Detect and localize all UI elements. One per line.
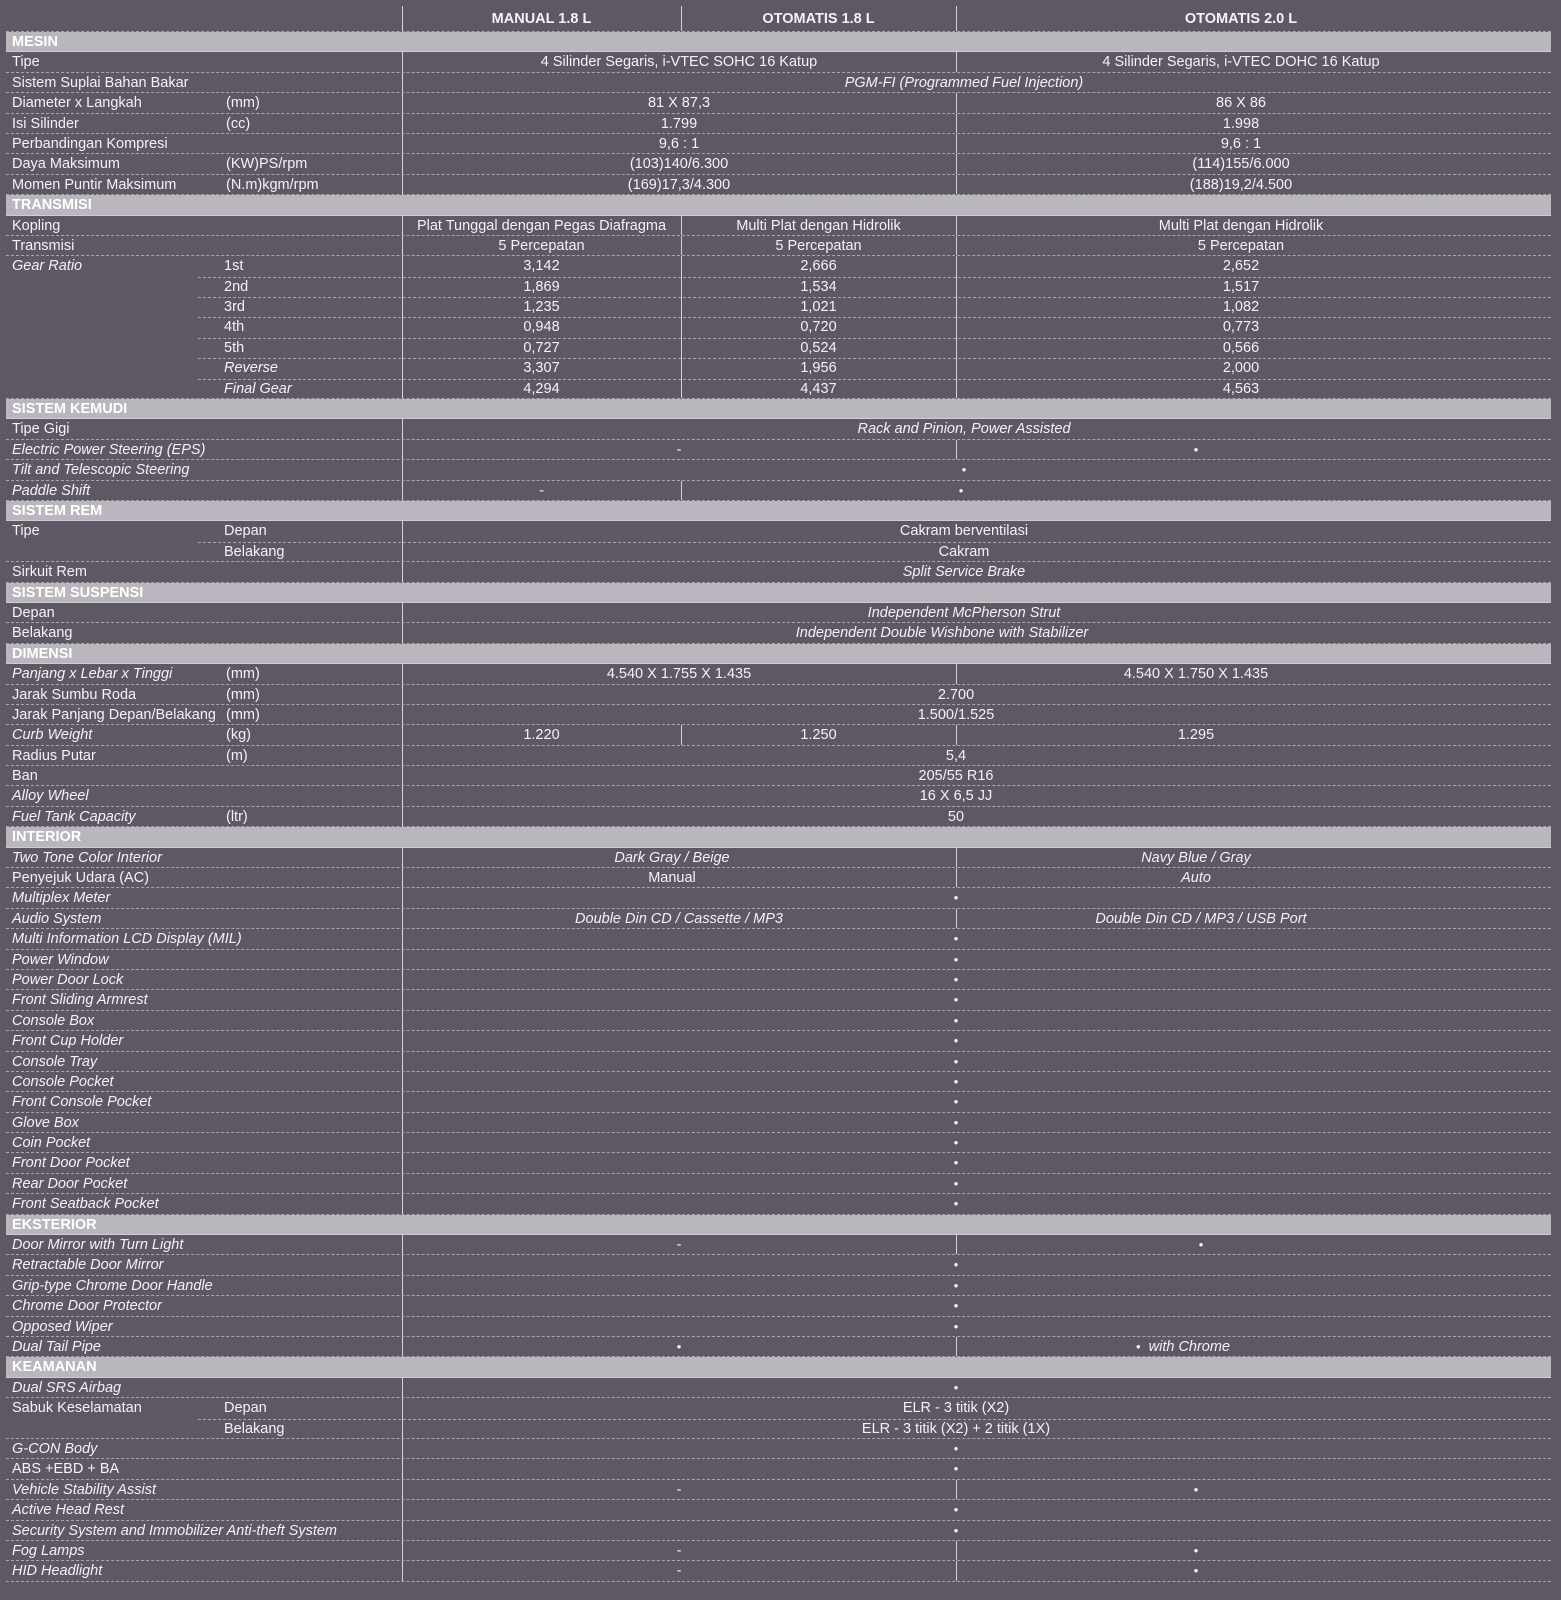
spec-row	[6, 623, 1551, 643]
spec-label: Penyejuk Udara (AC)	[12, 870, 149, 887]
not-available-dash: -	[676, 1237, 682, 1254]
spec-value: 1,869	[523, 278, 560, 295]
available-dot-icon: •	[1198, 1237, 1204, 1253]
not-available-dash: -	[539, 482, 544, 499]
section-kemudi	[6, 399, 1551, 419]
section-title: DIMENSI	[12, 645, 73, 662]
spec-label: Front Seatback Pocket	[12, 1196, 159, 1213]
spec-label: Alloy Wheel	[12, 788, 89, 805]
feature-row	[6, 1113, 1551, 1133]
available-dot-icon: •	[953, 951, 959, 967]
spec-label: Jarak Sumbu Roda	[12, 686, 137, 703]
spec-label: Perbandingan Kompresi	[12, 135, 168, 152]
section-mesin	[6, 32, 1551, 52]
spec-label: G-CON Body	[12, 1440, 98, 1457]
spec-unit: (KW)PS/rpm	[226, 156, 308, 173]
column-otomatis-18: OTOMATIS 1.8 L	[762, 11, 875, 27]
spec-value: Dark Gray / Beige	[614, 849, 730, 866]
spec-label: Two Tone Color Interior	[12, 849, 162, 866]
gear-row	[6, 338, 1551, 358]
spec-row	[6, 521, 1551, 541]
feature-row	[6, 1296, 1551, 1316]
spec-row	[6, 562, 1551, 582]
available-dot-icon: •	[1193, 441, 1199, 457]
spec-row	[6, 888, 1551, 908]
feature-row	[6, 1521, 1551, 1541]
gear-row	[6, 256, 1551, 276]
spec-row	[6, 909, 1551, 929]
spec-label: Console Pocket	[12, 1073, 114, 1090]
spec-value: 2.700	[937, 686, 975, 703]
spec-row	[6, 419, 1551, 439]
spec-row	[6, 175, 1551, 195]
spec-value: 9,6 : 1	[658, 135, 700, 152]
spec-row	[6, 1419, 1551, 1439]
feature-row	[6, 1194, 1551, 1214]
column-otomatis-20: OTOMATIS 2.0 L	[1184, 11, 1298, 27]
spec-value: Independent Double Wishbone with Stabilizer	[795, 625, 1089, 642]
feature-row	[6, 929, 1551, 949]
available-dot-icon: •	[953, 1094, 959, 1110]
section-suspensi	[6, 583, 1551, 603]
available-dot-icon: •	[1136, 1339, 1141, 1354]
section-eksterior	[6, 1215, 1551, 1235]
spec-label: Console Box	[12, 1012, 95, 1029]
spec-label: Paddle Shift	[12, 482, 91, 499]
spec-value: Multi Plat dengan Hidrolik	[736, 217, 901, 234]
spec-label: Security System and Immobilizer Anti-theft System	[12, 1522, 338, 1539]
section-title: EKSTERIOR	[12, 1216, 97, 1233]
available-dot-icon: •	[953, 1440, 959, 1456]
spec-label: Multiplex Meter	[12, 890, 111, 907]
feature-row	[6, 1378, 1551, 1398]
spec-label: Panjang x Lebar x Tinggi	[12, 666, 173, 683]
spec-row	[6, 868, 1551, 888]
spec-row	[6, 440, 1551, 460]
spec-label: Glove Box	[12, 1114, 79, 1131]
available-dot-icon: •	[953, 992, 959, 1008]
spec-value: 4,563	[1222, 380, 1260, 397]
spec-label: Audio System	[12, 910, 102, 927]
spec-value: 0,720	[800, 319, 837, 336]
spec-value: Auto	[1181, 870, 1211, 887]
spec-row	[6, 664, 1551, 684]
section-rem	[6, 501, 1551, 521]
available-dot-icon: •	[953, 971, 959, 987]
available-dot-icon: •	[953, 890, 959, 906]
gear-name: 3rd	[224, 299, 245, 316]
spec-label: Front Door Pocket	[12, 1155, 130, 1172]
feature-row	[6, 1052, 1551, 1072]
spec-label: Sistem Suplai Bahan Bakar	[12, 74, 189, 91]
spec-label: Front Cup Holder	[12, 1033, 124, 1050]
spec-unit: (mm)	[226, 686, 260, 703]
feature-row	[6, 1480, 1551, 1500]
feature-row	[6, 1174, 1551, 1194]
spec-label: Coin Pocket	[12, 1135, 91, 1152]
feature-row	[6, 990, 1551, 1010]
section-interior	[6, 827, 1551, 847]
available-dot-icon: •	[953, 1257, 959, 1273]
feature-row	[6, 1011, 1551, 1031]
spec-value: 0,524	[800, 339, 837, 356]
available-dot-icon: •	[953, 1053, 959, 1069]
spec-value: 1.998	[1222, 115, 1260, 132]
spec-row	[6, 766, 1551, 786]
not-available-dash: -	[676, 441, 682, 458]
spec-label: Door Mirror with Turn Light	[12, 1237, 184, 1254]
spec-label: Multi Information LCD Display (MIL)	[12, 931, 242, 948]
spec-unit: (mm)	[226, 706, 260, 723]
spec-value: Double Din CD / Cassette / MP3	[575, 910, 783, 927]
spec-label: Ban	[12, 768, 38, 785]
gear-name: 1st	[224, 258, 244, 275]
section-title: TRANSMISI	[12, 197, 92, 214]
feature-row	[6, 1153, 1551, 1173]
spec-sheet	[6, 6, 1551, 1582]
spec-value: Cakram berventilasi	[899, 523, 1029, 540]
spec-label: Transmisi	[12, 237, 75, 254]
spec-row	[6, 746, 1551, 766]
spec-label: Front Console Pocket	[12, 1094, 152, 1111]
section-title: MESIN	[12, 34, 58, 50]
spec-value: 1.220	[523, 727, 560, 744]
gear-name: 4th	[224, 319, 245, 336]
feature-row	[6, 1500, 1551, 1520]
spec-label: Opposed Wiper	[12, 1318, 113, 1335]
feature-row	[6, 1439, 1551, 1459]
spec-row	[6, 705, 1551, 725]
spec-row	[6, 134, 1551, 154]
gear-name: 2nd	[224, 278, 249, 295]
spec-value: 1.500/1.525	[917, 706, 995, 723]
spec-value: Double Din CD / MP3 / USB Port	[1095, 910, 1307, 927]
not-available-dash: -	[676, 1542, 682, 1559]
available-dot-icon: •	[961, 462, 967, 478]
spec-row	[6, 725, 1551, 745]
feature-row	[6, 1072, 1551, 1092]
column-header-row	[6, 6, 1551, 32]
spec-label: Fuel Tank Capacity	[12, 808, 136, 825]
spec-sublabel: Belakang	[224, 543, 285, 560]
section-title: SISTEM REM	[12, 502, 103, 519]
spec-label: Isi Silinder	[12, 115, 79, 132]
spec-label: Fog Lamps	[12, 1542, 85, 1559]
spec-value: 5,4	[945, 747, 967, 764]
spec-label: Depan	[12, 604, 55, 621]
spec-value: Cakram	[938, 543, 990, 560]
feature-row	[6, 1255, 1551, 1275]
available-dot-icon: •	[953, 1379, 959, 1395]
spec-value: 50	[947, 808, 965, 825]
gear-row	[6, 277, 1551, 297]
spec-label: Retractable Door Mirror	[12, 1257, 164, 1274]
spec-label: Chrome Door Protector	[12, 1298, 162, 1315]
available-dot-icon: •	[953, 1298, 959, 1314]
spec-row	[6, 73, 1551, 93]
spec-unit: (kg)	[226, 727, 251, 744]
gear-name: Final Gear	[224, 380, 292, 397]
spec-label: Momen Puntir Maksimum	[12, 176, 177, 193]
available-dot-icon: •	[953, 1033, 959, 1049]
spec-value: 4 Silinder Segaris, i-VTEC SOHC 16 Katup	[540, 54, 818, 71]
spec-row	[6, 542, 1551, 562]
spec-label: Power Window	[12, 951, 109, 968]
feature-row	[6, 1459, 1551, 1479]
available-dot-icon: •	[953, 1522, 959, 1538]
spec-label: Electric Power Steering (EPS)	[12, 441, 206, 458]
available-dot-icon: •	[953, 1114, 959, 1130]
spec-value: 81 X 87,3	[647, 95, 711, 112]
spec-value: 4.540 X 1.755 X 1.435	[606, 666, 752, 683]
spec-sublabel: Depan	[224, 523, 267, 540]
available-dot-icon: •	[1193, 1563, 1199, 1579]
not-available-dash: -	[676, 1563, 682, 1580]
spec-label: Belakang	[12, 625, 73, 642]
spec-value: 5 Percepatan	[498, 237, 585, 254]
feature-row	[6, 1235, 1551, 1255]
spec-label: Power Door Lock	[12, 971, 124, 988]
spec-label: Tipe	[12, 54, 40, 71]
spec-value: 0,566	[1222, 339, 1260, 356]
spec-value: 4,437	[800, 380, 837, 397]
spec-value: 4 Silinder Segaris, i-VTEC DOHC 16 Katup	[1102, 54, 1380, 71]
available-dot-icon: •	[953, 1012, 959, 1028]
spec-value: 2,666	[800, 258, 837, 275]
available-dot-icon: •	[953, 1318, 959, 1334]
feature-row	[6, 1133, 1551, 1153]
feature-row	[6, 1092, 1551, 1112]
spec-row	[6, 848, 1551, 868]
spec-value: 5 Percepatan	[775, 237, 862, 254]
spec-unit: (m)	[226, 747, 248, 764]
spec-row	[6, 216, 1551, 236]
spec-value: 1,082	[1222, 299, 1260, 316]
spec-row	[6, 603, 1551, 623]
spec-value: (188)19,2/4.500	[1189, 176, 1293, 193]
spec-value: 3,142	[523, 258, 560, 275]
spec-value: Split Service Brake	[902, 564, 1026, 581]
column-manual-18: MANUAL 1.8 L	[491, 11, 592, 27]
spec-label: HID Headlight	[12, 1563, 103, 1580]
spec-value: 1.295	[1177, 727, 1215, 744]
spec-row	[6, 236, 1551, 256]
feature-row	[6, 1561, 1551, 1581]
gear-row	[6, 297, 1551, 317]
available-dot-icon: •	[1193, 1481, 1199, 1497]
gear-row	[6, 379, 1551, 399]
available-dot-icon: •	[953, 1277, 959, 1293]
spec-label: Dual Tail Pipe	[12, 1339, 101, 1355]
spec-value: Navy Blue / Gray	[1141, 849, 1251, 866]
spec-value: 0,948	[523, 319, 560, 336]
spec-value: Multi Plat dengan Hidrolik	[1158, 217, 1324, 234]
spec-value: 86 X 86	[1216, 95, 1266, 112]
available-dot-icon: •	[676, 1339, 682, 1354]
spec-label: Diameter x Langkah	[12, 95, 142, 112]
spec-value: 16 X 6,5 JJ	[919, 788, 993, 805]
chrome-tail-cell	[1136, 1337, 1436, 1356]
spec-label: Radius Putar	[12, 747, 96, 764]
spec-row	[6, 1398, 1551, 1418]
spec-value: ELR - 3 titik (X2)	[902, 1400, 1010, 1417]
spec-value: 0,773	[1222, 319, 1260, 336]
spec-label: Dual SRS Airbag	[12, 1379, 122, 1396]
gear-name: 5th	[224, 339, 245, 356]
spec-label: Tipe	[12, 523, 40, 540]
feature-row	[6, 950, 1551, 970]
spec-label: Sirkuit Rem	[12, 564, 87, 581]
spec-unit: (ltr)	[226, 808, 248, 825]
spec-unit: (N.m)kgm/rpm	[226, 176, 319, 193]
spec-value: PGM-FI (Programmed Fuel Injection)	[844, 74, 1084, 91]
spec-label: Rear Door Pocket	[12, 1175, 128, 1192]
not-available-dash: -	[676, 1481, 682, 1498]
feature-row	[6, 1541, 1551, 1561]
spec-value: 1.799	[660, 115, 698, 132]
spec-row	[6, 685, 1551, 705]
spec-value: 9,6 : 1	[1220, 135, 1262, 152]
spec-value: 0,727	[523, 339, 560, 356]
available-dot-icon: •	[953, 1135, 959, 1151]
spec-value: 1,021	[800, 299, 837, 316]
spec-value: Independent McPherson Strut	[867, 604, 1061, 621]
available-dot-icon: •	[1193, 1542, 1199, 1558]
spec-label: Grip-type Chrome Door Handle	[12, 1277, 213, 1294]
feature-row	[6, 970, 1551, 990]
feature-row	[6, 1276, 1551, 1296]
section-title: INTERIOR	[12, 829, 82, 846]
spec-unit: (mm)	[226, 95, 260, 112]
spec-value: 1,235	[523, 299, 560, 316]
spec-label: Daya Maksimum	[12, 156, 120, 173]
spec-label: Active Head Rest	[12, 1502, 125, 1519]
spec-value: (114)155/6.000	[1192, 156, 1290, 173]
spec-sublabel: Belakang	[224, 1420, 285, 1437]
spec-label: Kopling	[12, 217, 61, 234]
spec-row	[6, 154, 1551, 174]
spec-label: Tilt and Telescopic Steering	[12, 462, 190, 479]
spec-row	[6, 481, 1551, 501]
gear-row	[6, 317, 1551, 337]
available-dot-icon: •	[958, 482, 964, 498]
spec-value: 1,517	[1222, 278, 1260, 295]
spec-value: 3,307	[523, 360, 560, 377]
spec-label: Sabuk Keselamatan	[12, 1400, 142, 1417]
spec-value: ELR - 3 titik (X2) + 2 titik (1X)	[861, 1420, 1051, 1437]
spec-value: Plat Tunggal dengan Pegas Diafragma	[416, 217, 667, 234]
section-keamanan	[6, 1357, 1551, 1377]
gear-row	[6, 358, 1551, 378]
spec-value: (169)17,3/4.300	[627, 176, 731, 193]
spec-value: 1.250	[800, 727, 837, 744]
available-dot-icon: •	[953, 1073, 959, 1089]
available-dot-icon: •	[953, 1461, 959, 1477]
spec-value: 2,000	[1222, 360, 1260, 377]
spec-row	[6, 93, 1551, 113]
spec-label: Jarak Panjang Depan/Belakang	[12, 706, 216, 723]
spec-row	[6, 807, 1551, 827]
spec-value: Rack and Pinion, Power Assisted	[857, 421, 1071, 438]
spec-row	[6, 114, 1551, 134]
spec-value: 4,294	[523, 380, 560, 397]
spec-sublabel: Depan	[224, 1400, 267, 1417]
available-dot-icon: •	[953, 1175, 959, 1191]
spec-label: Tipe Gigi	[12, 421, 70, 438]
spec-label: Gear Ratio	[12, 258, 83, 275]
spec-row	[6, 786, 1551, 806]
available-dot-icon: •	[953, 1196, 959, 1212]
available-dot-icon: •	[953, 931, 959, 947]
gear-name: Reverse	[224, 360, 278, 377]
spec-value: 2,652	[1222, 258, 1260, 275]
spec-row	[6, 460, 1551, 480]
spec-value: 1,534	[800, 278, 837, 295]
spec-value: 5 Percepatan	[1197, 237, 1285, 254]
spec-value: 205/55 R16	[918, 768, 994, 785]
spec-label: Vehicle Stability Assist	[12, 1481, 156, 1498]
feature-row	[6, 1317, 1551, 1337]
spec-value: (103)140/6.300	[629, 156, 729, 173]
spec-unit: (cc)	[226, 115, 251, 132]
spec-value: 1,956	[800, 360, 837, 377]
spec-value: with Chrome	[1148, 1339, 1231, 1355]
spec-row	[6, 52, 1551, 72]
section-title: SISTEM SUSPENSI	[12, 584, 144, 601]
section-title: KEAMANAN	[12, 1359, 97, 1376]
available-dot-icon: •	[953, 1502, 959, 1518]
spec-unit: (mm)	[226, 666, 260, 683]
spec-label: Console Tray	[12, 1053, 98, 1070]
feature-row	[6, 1337, 1551, 1357]
spec-label: ABS +EBD + BA	[12, 1461, 120, 1478]
spec-value: 4.540 X 1.750 X 1.435	[1123, 666, 1269, 683]
section-transmisi	[6, 195, 1551, 215]
spec-label: Curb Weight	[12, 727, 93, 744]
feature-row	[6, 1031, 1551, 1051]
spec-label: Front Sliding Armrest	[12, 992, 148, 1009]
section-title: SISTEM KEMUDI	[12, 401, 128, 418]
section-dimensi	[6, 644, 1551, 664]
available-dot-icon: •	[953, 1155, 959, 1171]
spec-value: Manual	[648, 870, 696, 887]
